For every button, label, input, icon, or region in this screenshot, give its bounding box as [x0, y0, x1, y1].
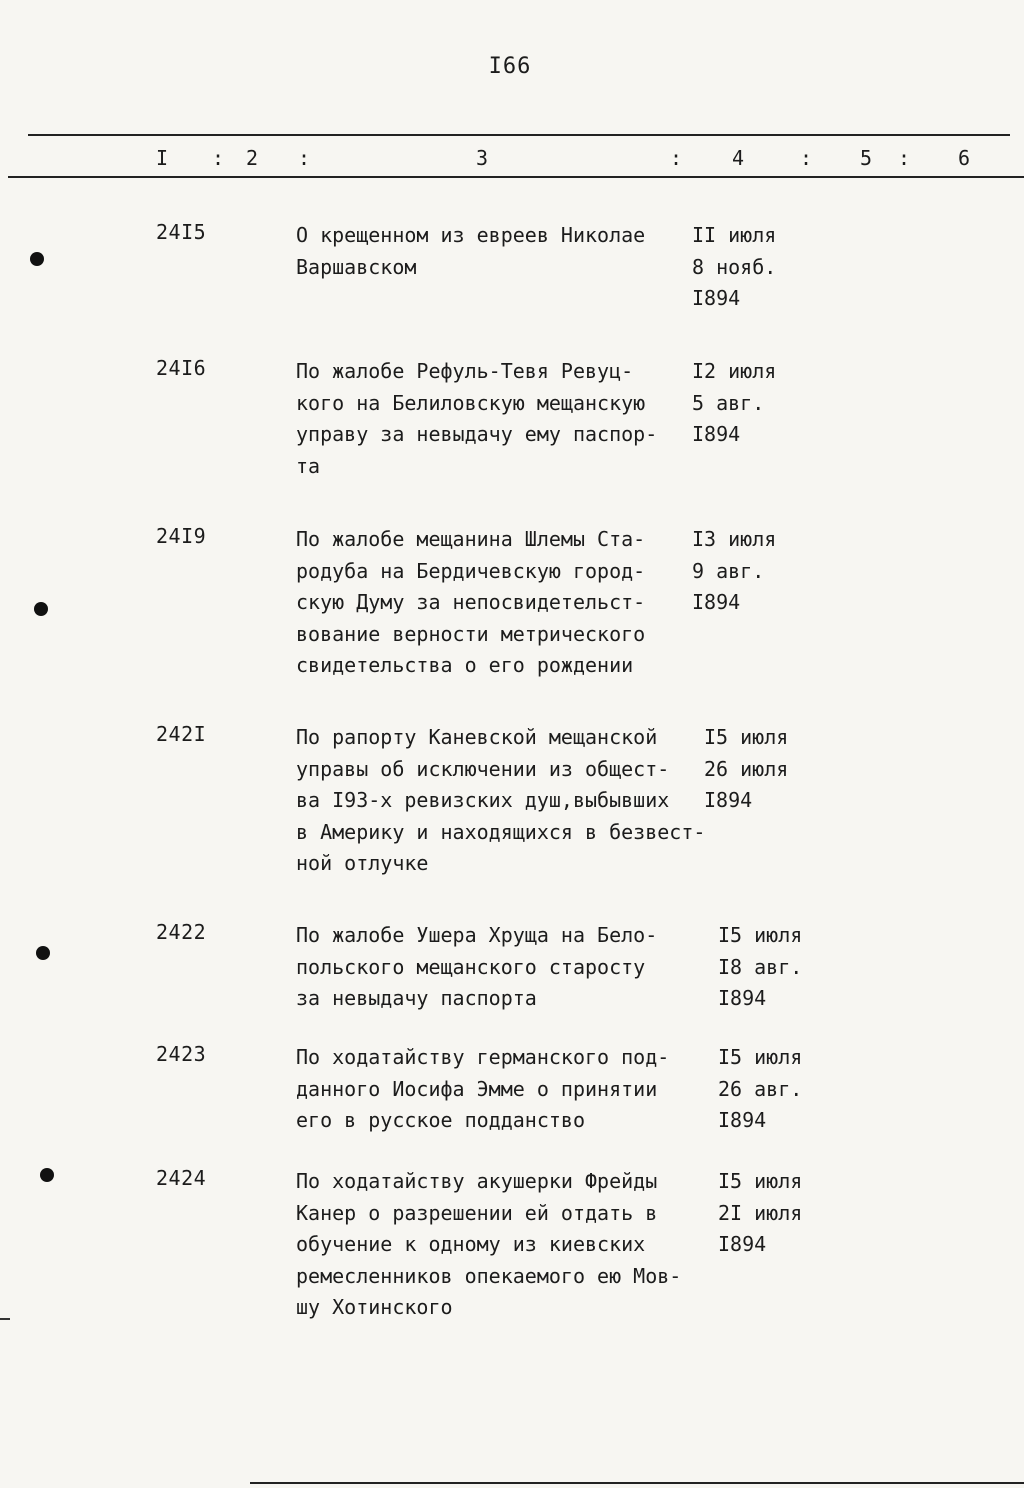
description-line: управы об исключении из общест-	[296, 756, 670, 781]
date-start: I2 июля	[692, 359, 777, 383]
description-line: за невыдачу паспорта	[296, 986, 537, 1010]
description-line: По ходатайству акушерки Фрейды	[296, 1169, 658, 1193]
description-line: ва I93-х ревизских душ,выбывших	[296, 788, 670, 812]
description-line: По рапорту Каневской мещанской	[296, 725, 658, 749]
entry-description	[296, 920, 716, 1015]
column-header-1: I	[156, 146, 169, 170]
date-year: I894	[718, 1232, 767, 1256]
bottom-rule	[250, 1482, 1024, 1484]
description-line: вование верности метрического	[296, 621, 646, 646]
entry-number: 24I9	[156, 524, 207, 548]
entry-number: 2423	[156, 1042, 207, 1066]
date-start: I3 июля	[692, 527, 777, 551]
description-line: Канер о разрешении ей отдать в	[296, 1200, 658, 1225]
column-header-2: 2	[246, 146, 259, 170]
description-line: управу за невыдачу ему паспор-	[296, 422, 658, 446]
column-separator: :	[898, 146, 911, 170]
entry-dates	[718, 1042, 802, 1137]
description-line: Варшавском	[296, 254, 417, 279]
date-start: I5 июля	[718, 1169, 803, 1193]
description-line: ной отлучке	[296, 851, 429, 875]
binder-hole-icon	[30, 252, 44, 266]
date-start: I5 июля	[718, 1045, 803, 1069]
date-end: 26 авг.	[718, 1076, 803, 1101]
binder-hole-icon	[36, 946, 50, 960]
entry-description	[296, 1042, 716, 1137]
description-line: родуба на Бердичевскую город-	[296, 558, 646, 583]
entry-dates	[692, 220, 776, 315]
description-line: ремесленников опекаемого ею Мов-	[296, 1263, 682, 1288]
description-line: та	[296, 453, 321, 478]
column-header-5: 5	[860, 146, 873, 170]
description-line: обучение к одному из киевских	[296, 1232, 646, 1256]
entry-dates	[692, 356, 776, 451]
entry-description	[296, 524, 716, 682]
column-separator: :	[298, 146, 311, 170]
description-line: По жалобе Рефуль-Тевя Ревуц-	[296, 359, 634, 383]
date-start: II июля	[692, 223, 777, 247]
description-line: По ходатайству германского под-	[296, 1045, 670, 1069]
date-year: I894	[704, 788, 753, 812]
description-line: польского мещанского старосту	[296, 954, 646, 979]
entry-dates	[692, 524, 776, 619]
date-year: I894	[718, 1108, 767, 1132]
entry-number: 24I5	[156, 220, 207, 244]
date-year: I894	[692, 422, 741, 446]
date-end: 9 авг.	[692, 558, 765, 583]
entry-number: 24I6	[156, 356, 207, 380]
header-rule	[8, 176, 1024, 178]
description-line: в Америку и находящихся в безвест-	[296, 819, 706, 844]
page-number: I66	[488, 54, 532, 79]
description-line: скую Думу за непосвидетельст-	[296, 590, 646, 614]
top-rule	[28, 134, 1010, 136]
entry-number: 242I	[156, 722, 207, 746]
binder-hole-icon	[34, 602, 48, 616]
description-line: По жалобе Ушера Хруща на Бело-	[296, 923, 658, 947]
entry-dates	[718, 920, 802, 1015]
column-separator: :	[800, 146, 813, 170]
description-line: свидетельства о его рождении	[296, 653, 634, 677]
entry-description	[296, 1166, 716, 1324]
column-header-6: 6	[958, 146, 971, 170]
date-end: 8 нояб.	[692, 254, 777, 279]
entry-number: 2422	[156, 920, 207, 944]
entry-description	[296, 220, 716, 283]
date-end: 5 авг.	[692, 390, 765, 415]
entry-description	[296, 722, 716, 880]
margin-tick	[0, 1318, 10, 1320]
column-header-4: 4	[732, 146, 745, 170]
entry-dates	[704, 722, 788, 817]
column-separator: :	[212, 146, 225, 170]
description-line: шу Хотинского	[296, 1295, 453, 1319]
column-separator: :	[670, 146, 683, 170]
description-line: данного Иосифа Эмме о принятии	[296, 1076, 658, 1101]
binder-hole-icon	[40, 1168, 54, 1182]
date-end: 26 июля	[704, 756, 789, 781]
entry-dates	[718, 1166, 802, 1261]
description-line: кого на Белиловскую мещанскую	[296, 390, 646, 415]
entry-description	[296, 356, 716, 482]
date-year: I894	[718, 986, 767, 1010]
date-start: I5 июля	[718, 923, 803, 947]
date-start: I5 июля	[704, 725, 789, 749]
column-header-3: 3	[476, 146, 489, 170]
date-year: I894	[692, 286, 741, 310]
entry-number: 2424	[156, 1166, 207, 1190]
description-line: его в русское подданство	[296, 1108, 585, 1132]
date-end: I8 авг.	[718, 954, 803, 979]
date-end: 2I июля	[718, 1200, 803, 1225]
description-line: О крещенном из евреев Николае	[296, 223, 646, 247]
description-line: По жалобе мещанина Шлемы Ста-	[296, 527, 646, 551]
date-year: I894	[692, 590, 741, 614]
